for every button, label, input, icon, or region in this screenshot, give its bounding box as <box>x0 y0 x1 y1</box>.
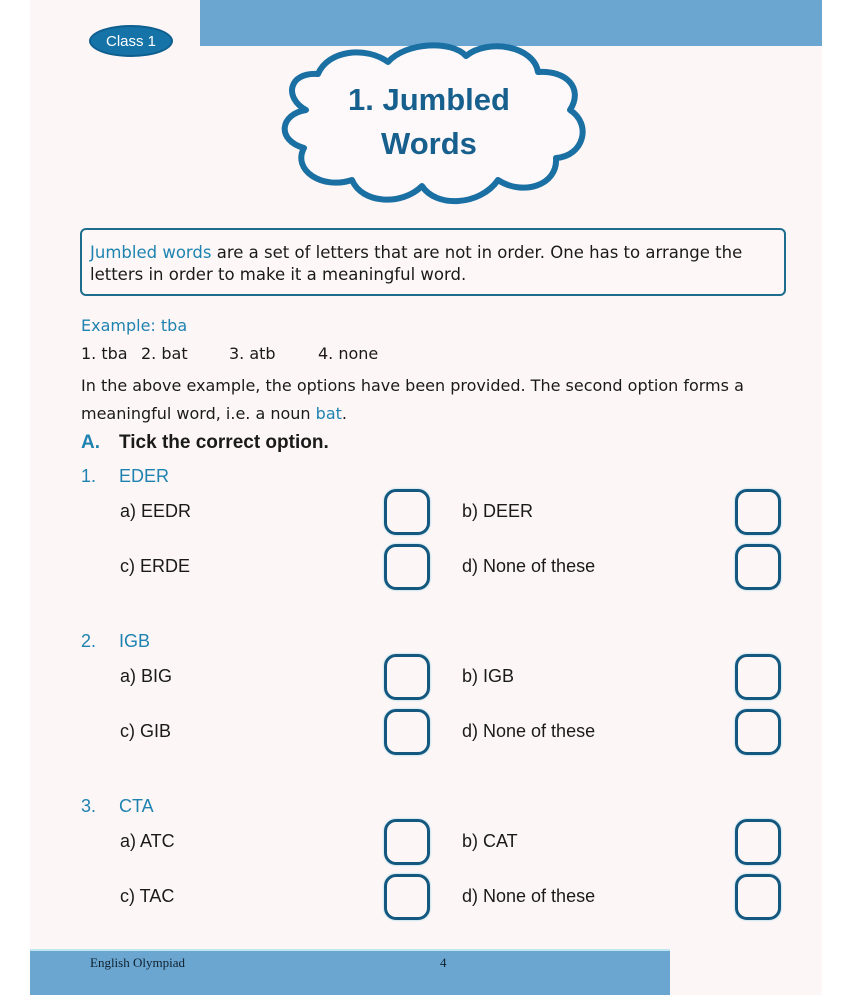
question-number: 1. <box>81 466 97 486</box>
option-label: c) TAC <box>120 886 175 906</box>
example-option: 3. atb <box>229 344 276 363</box>
chapter-title-line1: 1. Jumbled <box>348 82 510 117</box>
option-checkbox-3c[interactable] <box>384 874 430 920</box>
example-explanation <box>81 372 801 428</box>
chapter-title <box>266 78 592 166</box>
option-label: b) IGB <box>462 666 515 686</box>
option-label: a) ATC <box>120 831 175 851</box>
option-checkbox-3a[interactable] <box>384 819 430 865</box>
example-option: 1. tba <box>81 344 128 363</box>
option-checkbox-1a[interactable] <box>384 489 430 535</box>
section-letter: A. <box>81 432 100 453</box>
option-checkbox-2a[interactable] <box>384 654 430 700</box>
option-label: c) GIB <box>120 721 172 741</box>
example-options <box>81 344 378 363</box>
option-checkbox-1b[interactable] <box>735 489 781 535</box>
question-word: CTA <box>119 796 154 816</box>
question-number: 2. <box>81 631 97 651</box>
question-3 <box>81 796 154 817</box>
definition-text: are a set of letters that are not in order. One has to arrange the letters in order to make it a meaningful word. <box>90 243 743 284</box>
page-number: 4 <box>440 955 447 970</box>
option-label: b) DEER <box>462 501 534 521</box>
option-checkbox-2d[interactable] <box>735 709 781 755</box>
explanation-highlight: bat <box>315 404 342 423</box>
option-label: d) None of these <box>462 721 596 741</box>
option-checkbox-1d[interactable] <box>735 544 781 590</box>
question-word: IGB <box>119 631 151 651</box>
example-option: 2. bat <box>141 344 188 363</box>
class-badge: Class 1 <box>89 25 173 57</box>
footer-book-title: English Olympiad <box>90 955 185 970</box>
question-2 <box>81 631 150 652</box>
option-checkbox-1c[interactable] <box>384 544 430 590</box>
question-number: 3. <box>81 796 97 816</box>
explanation-text: In the above example, the options have been provided. The second option forms a meaningful word, i.e. a noun <box>81 376 744 423</box>
definition-box <box>80 228 786 296</box>
option-label: b) CAT <box>462 831 518 851</box>
chapter-title-line2: Words <box>381 126 477 161</box>
option-checkbox-3d[interactable] <box>735 874 781 920</box>
section-instruction: Tick the correct option. <box>119 432 329 453</box>
example-label: Example: tba <box>81 316 188 335</box>
option-label: d) None of these <box>462 886 596 906</box>
question-1 <box>81 466 169 487</box>
definition-term: Jumbled words <box>90 243 212 262</box>
question-word: EDER <box>119 466 170 486</box>
section-heading <box>81 432 329 454</box>
example-option: 4. none <box>318 344 379 363</box>
explanation-end: . <box>341 404 347 423</box>
option-checkbox-3b[interactable] <box>735 819 781 865</box>
option-checkbox-2c[interactable] <box>384 709 430 755</box>
option-label: a) EEDR <box>120 501 192 521</box>
option-label: a) BIG <box>120 666 173 686</box>
footer-bar <box>30 949 670 995</box>
option-label: d) None of these <box>462 556 596 576</box>
chapter-title-cloud <box>266 40 592 210</box>
option-checkbox-2b[interactable] <box>735 654 781 700</box>
option-label: c) ERDE <box>120 556 191 576</box>
